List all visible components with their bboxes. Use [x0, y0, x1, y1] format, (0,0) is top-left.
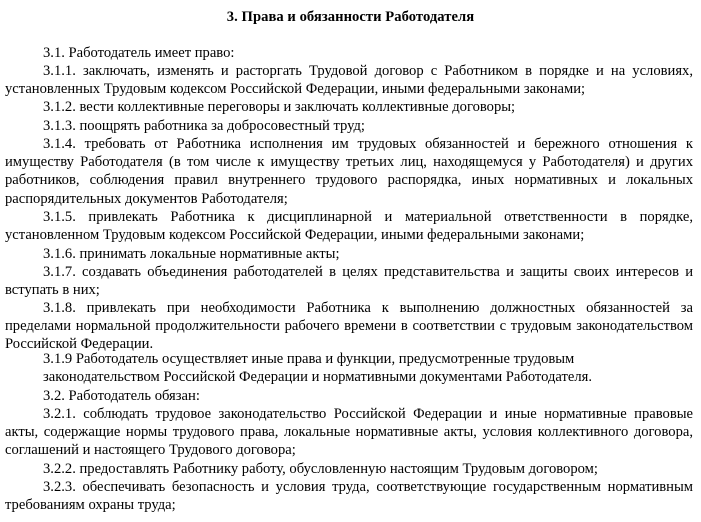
paragraph-3-1-9: 3.1.9 Работодатель осуществляет иные права и функции, предусмотренные трудовым законодательством Российской Федерации и нормативными документами Работодателя. [43, 351, 593, 386]
paragraph-3-2-1: 3.2.1. соблюдать трудовое законодательство Российской Федерации и иные нормативные правовые акты, содержащие нормы трудового права, локальные нормативные акты, условия коллективного договора, соглашений и настоящего Трудового договора; [5, 406, 693, 459]
paragraph-3-1-8: 3.1.8. привлекать при необходимости Работника к выполнению должностных обязанностей за пределами нормальной продолжительности рабочего времени в соответствии с трудовым законодательством Российской Федерации. [5, 300, 693, 353]
paragraph-3-1-7: 3.1.7. создавать объединения работодателей в целях представительства и защиты своих интересов и вступать в них; [5, 264, 693, 299]
section-title: 3. Права и обязанности Работодателя [226, 9, 475, 25]
paragraph-3-2: 3.2. Работодатель обязан: [43, 388, 200, 404]
paragraph-3-1-5: 3.1.5. привлекать Работника к дисциплинарной и материальной ответственности в порядке, установленном Трудовым кодексом Российской Федерации, иными федеральными законами; [5, 209, 693, 244]
paragraph-3-1-6: 3.1.6. принимать локальные нормативные акты; [43, 246, 340, 262]
paragraph-3-2-3: 3.2.3. обеспечивать безопасность и условия труда, соответствующие государственным нормативным требованиям охраны труда; [5, 479, 693, 514]
paragraph-3-1-3: 3.1.3. поощрять работника за добросовестный труд; [43, 118, 365, 134]
paragraph-3-2-2: 3.2.2. предоставлять Работнику работу, обусловленную настоящим Трудовым договором; [43, 461, 598, 477]
paragraph-3-1-1: 3.1.1. заключать, изменять и расторгать Трудовой договор с Работником в порядке и на условиях, установленных Трудовым кодексом Российской Федерации, иными федеральными законами; [5, 63, 693, 98]
paragraph-3-1-2: 3.1.2. вести коллективные переговоры и заключать коллективные договоры; [43, 99, 516, 115]
paragraph-3-1-4: 3.1.4. требовать от Работника исполнения им трудовых обязанностей и бережного отношения к имуществу Работодателя (в том числе к имуществу третьих лиц, находящемуся у Работодателя) и других работников, соблюдения правил внутреннего трудового распорядка, иных нормативных и локальных распорядительных документов Работодателя; [5, 136, 693, 207]
paragraph-3-1: 3.1. Работодатель имеет право: [43, 45, 235, 61]
